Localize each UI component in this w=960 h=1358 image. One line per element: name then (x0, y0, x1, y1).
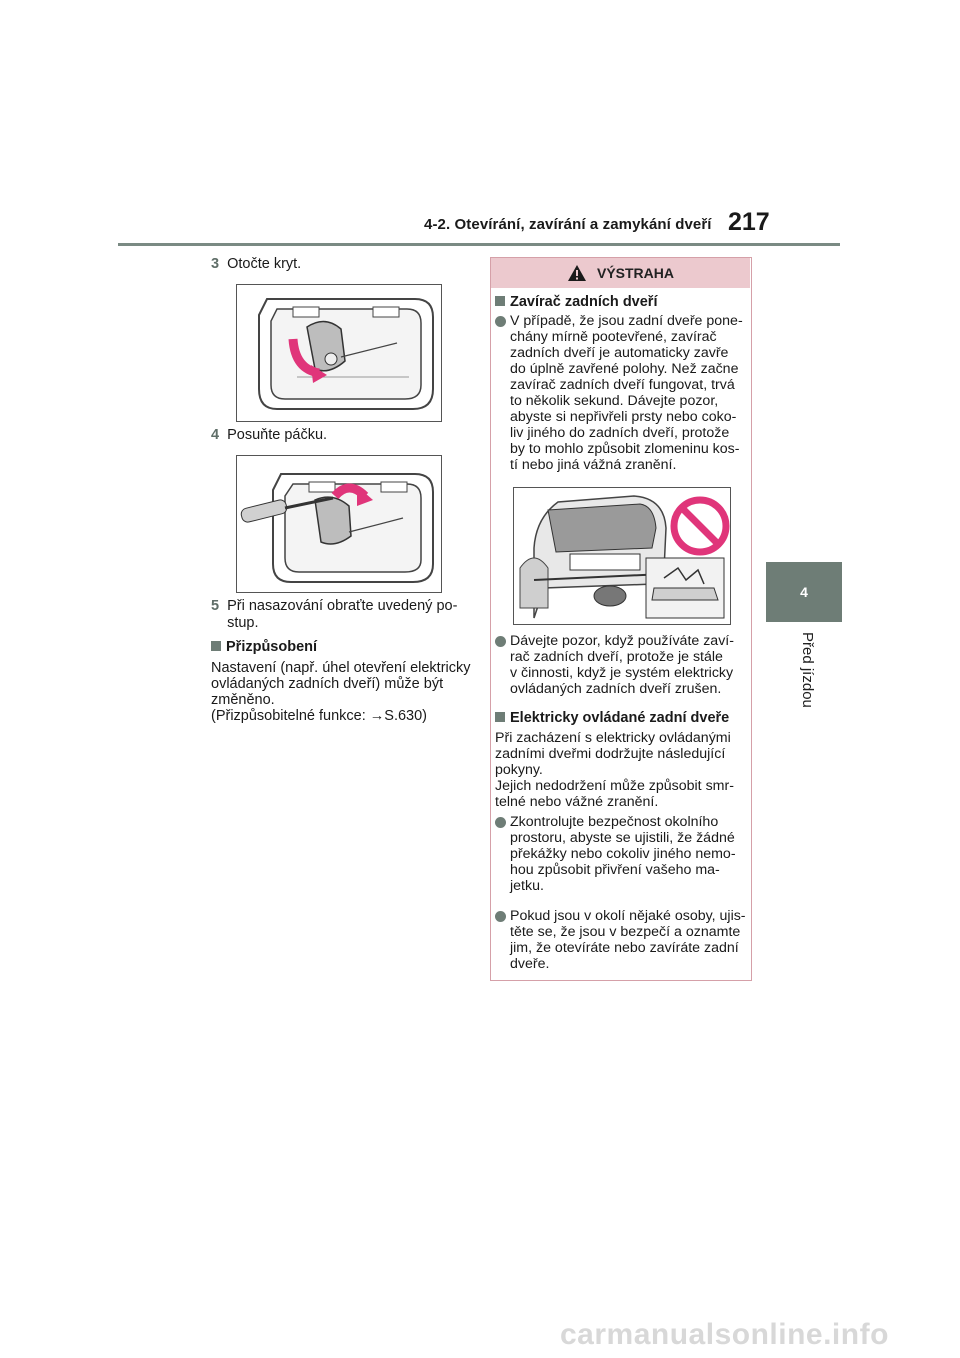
customization-heading-text: Přizpůsobení (226, 639, 318, 655)
watermark: carmanualsonline.info (560, 1318, 889, 1351)
figure-slide-lever (236, 455, 442, 593)
customization-heading (211, 639, 317, 655)
bullet-dot-icon (495, 636, 506, 647)
warning-bullet-text: Zkontrolujte bezpečnost okolního prostoru, abyste se ujistili, že žádné překážky nebo cokoliv jiného nemo- hou způsobit přivření vašeho ma- jetku. (510, 814, 736, 894)
warning-bullet-text: Dávejte pozor, když používáte zaví- rač zadních dveří, protože je stále v činnosti, když je systém elektricky ovládaných zadních dveří zrušen. (510, 633, 734, 697)
header-divider (118, 243, 840, 246)
chapter-number: 4 (800, 584, 808, 600)
bullet-dot-icon (495, 911, 506, 922)
chapter-label: Před jízdou (799, 632, 816, 708)
warning-header (491, 258, 750, 288)
warning-section2-heading-text: Elektricky ovládané zadní dveře (510, 710, 730, 726)
warning-section2-intro: Při zacházení s elektricky ovládanými zadními dveřmi dodržujte následující pokyny. Jejich nedodržení může způsobit smr- telné nebo vážné zranění. (495, 730, 734, 810)
warning-bullet (495, 313, 747, 473)
square-bullet-icon (211, 641, 221, 651)
step-text: Otočte kryt. (227, 256, 302, 272)
step-4 (211, 427, 327, 444)
warning-bullet-text: Pokud jsou v okolí nějaké osoby, ujis- těte se, že jsou v bezpečí a oznamte jim, že otevíráte nebo zavíráte zadní dveře. (510, 908, 746, 972)
section-title: 4-2. Otevírání, zavírání a zamykání dveří (424, 216, 712, 233)
step-3 (211, 256, 301, 273)
figure-tailgate-pinch-warning (513, 487, 731, 625)
warning-section2-heading (495, 710, 729, 726)
bullet-dot-icon (495, 817, 506, 828)
bullet-dot-icon (495, 316, 506, 327)
step-number: 4 (211, 427, 220, 443)
step-text: Při nasazování obraťte uvedený po- stup. (227, 598, 458, 631)
figure-rotate-cover (236, 284, 442, 422)
customization-text: Nastavení (např. úhel otevření elektricky ovládaných zadních dveří) může být změněno. (Přizpůsobitelné funkce: →S.630) (211, 660, 471, 724)
warning-section1-heading-text: Zavírač zadních dveří (510, 294, 658, 310)
step-number: 3 (211, 256, 220, 272)
step-number: 5 (211, 598, 220, 614)
chapter-tab[interactable] (766, 562, 842, 622)
page-number: 217 (728, 208, 770, 236)
warning-bullet (495, 814, 747, 894)
square-bullet-icon (495, 296, 505, 306)
warning-section1-heading (495, 294, 657, 310)
square-bullet-icon (495, 712, 505, 722)
step-5 (211, 598, 461, 632)
warning-bullet (495, 633, 747, 697)
warning-bullet (495, 908, 747, 972)
warning-triangle-icon (567, 264, 587, 282)
warning-bullet-text: V případě, že jsou zadní dveře pone- chány mírně pootevřené, zavírač zadních dveří je automaticky zavře do úplně zavřené polohy. Než začne zavírač zadních dveří fungovat, trvá to několik sekund. Dávejte pozor, abyste si nepřivřeli prsty nebo coko- liv jiného do zadních dveří, protože by to mohlo způsobit zlomeninu kos- tí nebo jiná vážná zranění. (510, 313, 743, 473)
step-text: Posuňte páčku. (227, 427, 328, 443)
warning-title: VÝSTRAHA (596, 265, 674, 281)
